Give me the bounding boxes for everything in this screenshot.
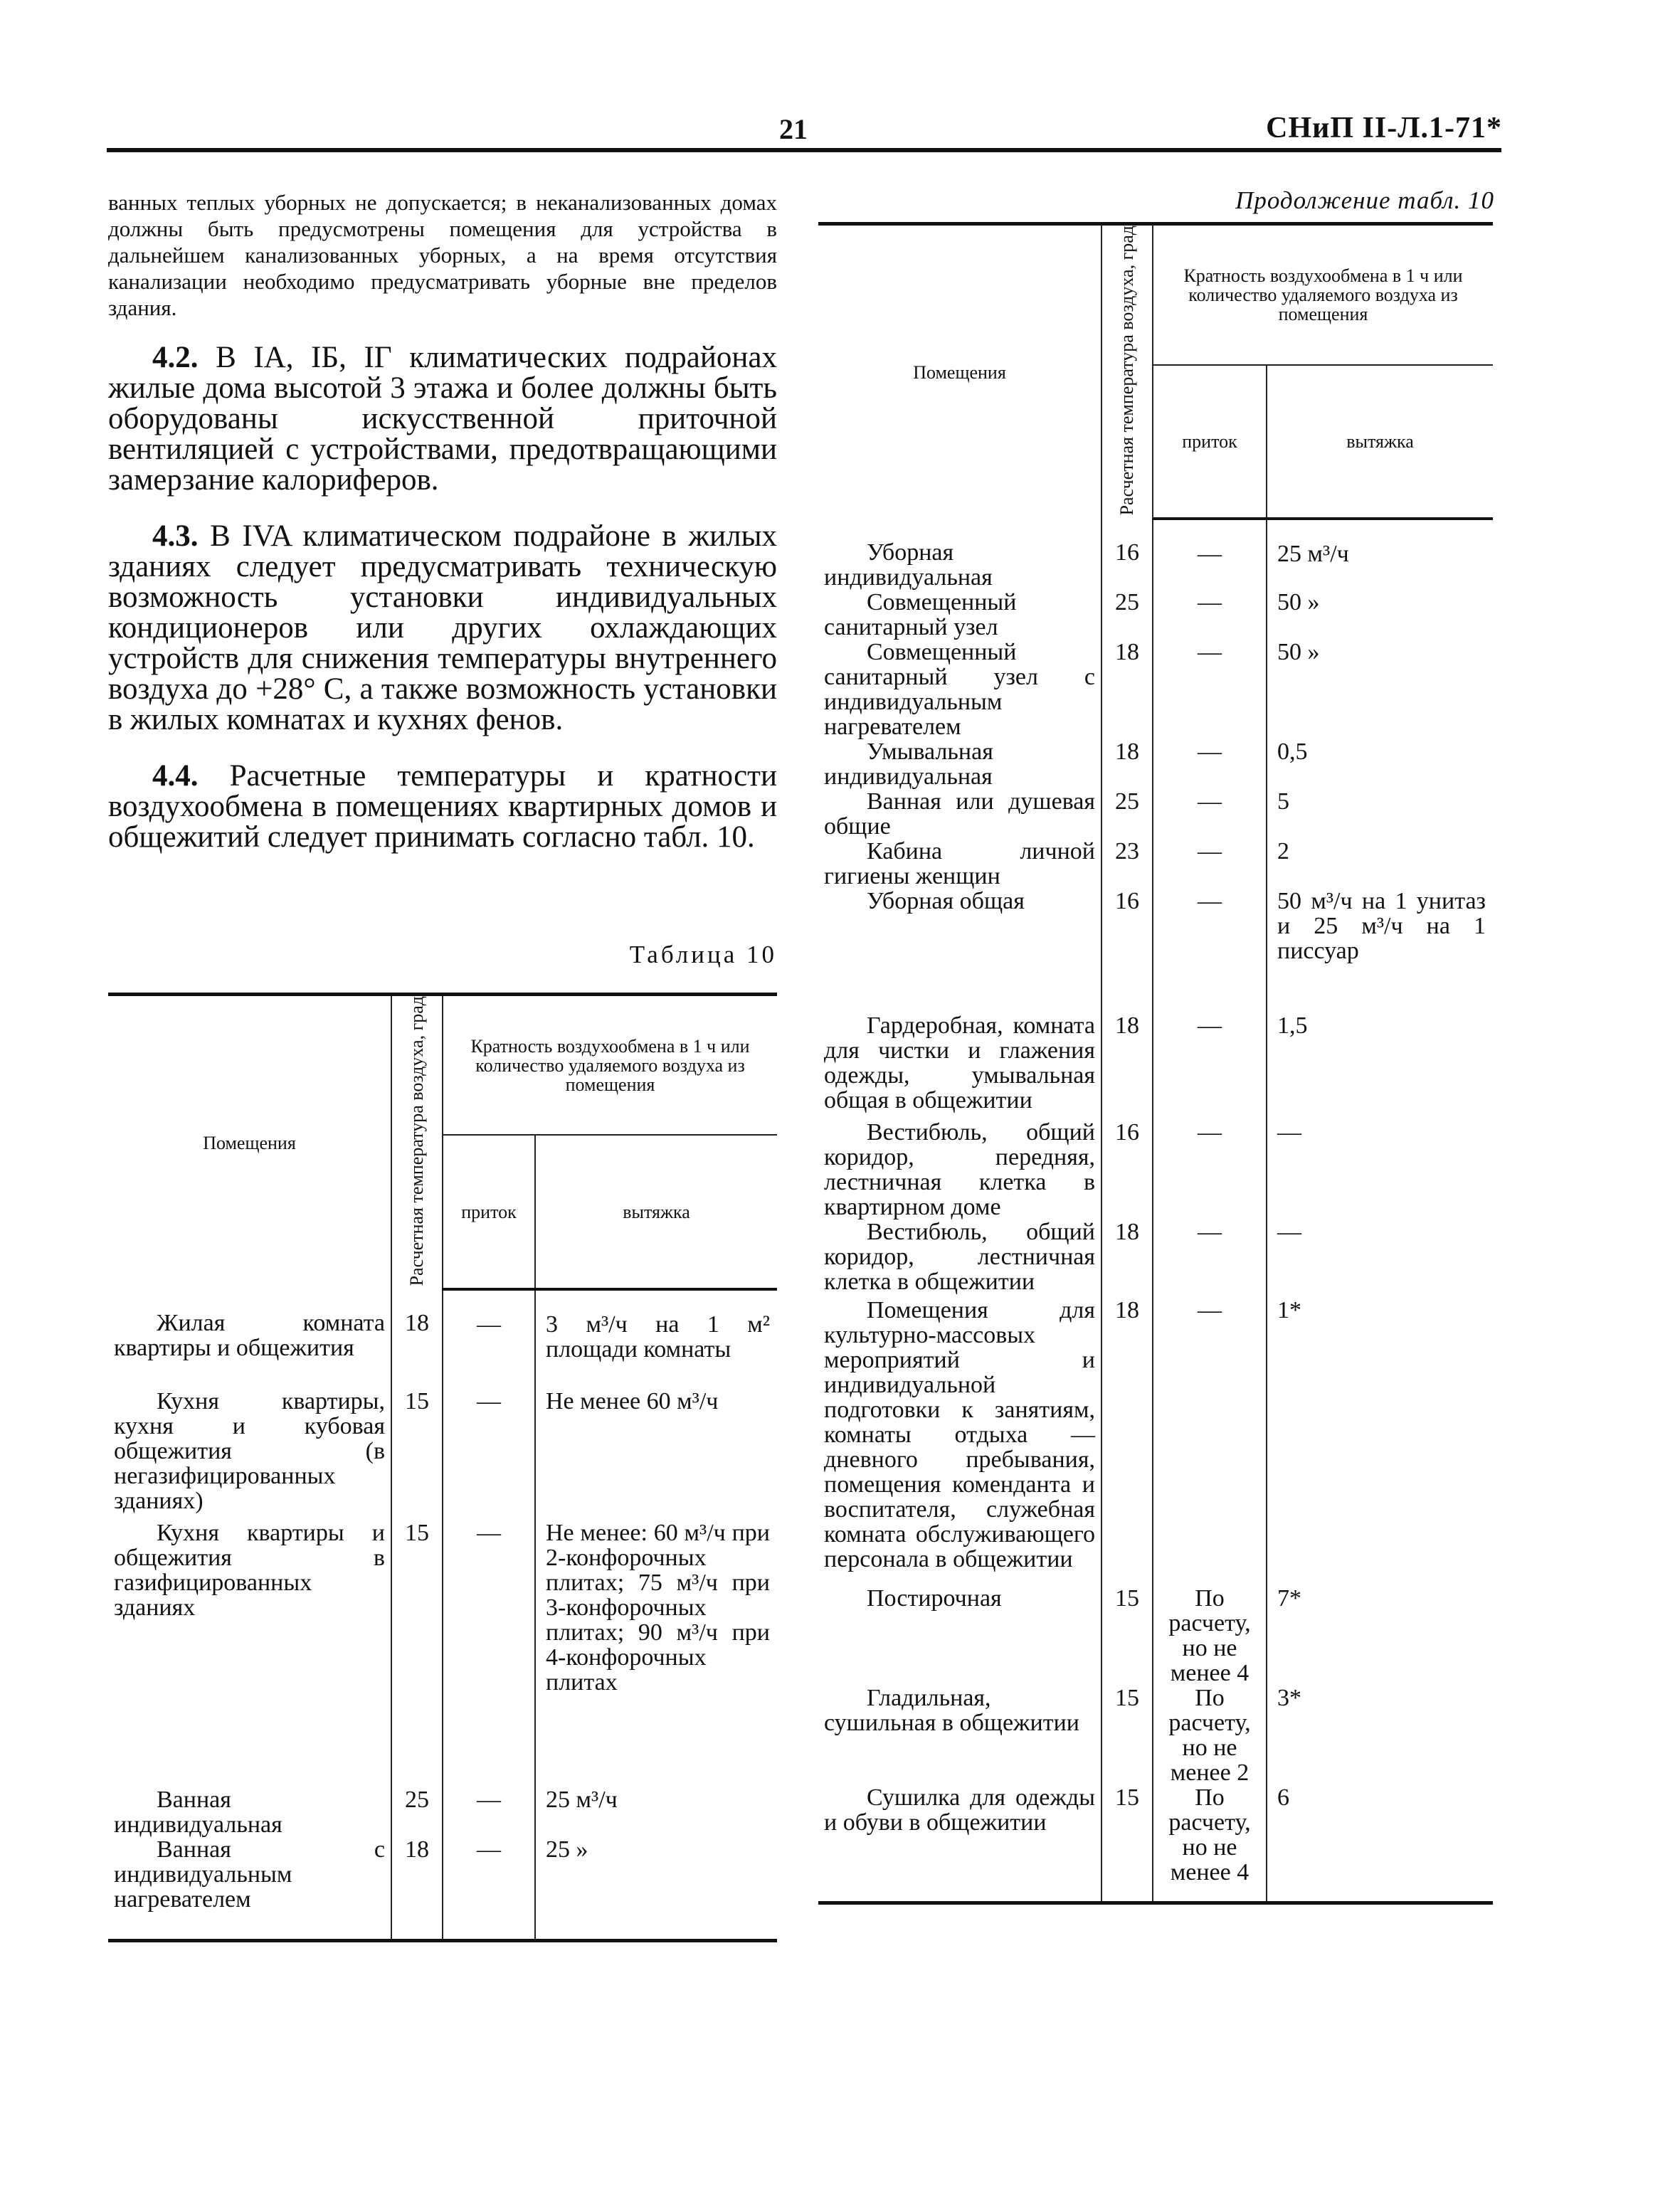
supply-cell: — [1153, 789, 1267, 839]
exhaust-cell: 50 » [1267, 640, 1493, 739]
paragraph-4-2 [108, 342, 777, 495]
room-name: Гардеробная, комната для чистки и глажения одежды, умывальная общая в общежитии [824, 1012, 1095, 1114]
exhaust-cell: 25 » [535, 1837, 777, 1940]
room-cell [818, 1785, 1101, 1903]
room-name: Ванная с индивидуальным нагревателем [114, 1836, 385, 1913]
temperature-cell: 15 [1101, 1586, 1153, 1686]
exhaust-cell: 1* [1267, 1298, 1493, 1586]
clause-text: В IVA климатическом подрайоне в жилых зданиях следует предусматривать техническую возможность установки индивидуальных кондиционеров или других охлаждающих устройств для снижения температуры внутреннего воздуха до +28° С, а также возможность установки в жилых комнатах и кухнях фенов. [108, 519, 777, 736]
room-cell [818, 590, 1101, 640]
room-cell [818, 640, 1101, 739]
room-name: Вестибюль, общий коридор, передняя, лестничная клетка в квартирном доме [824, 1119, 1095, 1221]
table-row [108, 1389, 777, 1520]
room-name: Уборная индивидуальная [824, 539, 993, 591]
room-name: Гладильная, сушильная в общежитии [824, 1685, 1079, 1737]
supply-cell: — [1153, 889, 1267, 1013]
room-name: Кухня квартиры и общежития в газифицированных зданиях [114, 1520, 385, 1621]
table-row [108, 1837, 777, 1940]
supply-cell: — [1153, 1220, 1267, 1298]
room-name: Кухня квартиры, кухня и кубовая общежития (в негазифицированных зданиях) [114, 1388, 385, 1515]
temperature-cell: 18 [1101, 1013, 1153, 1120]
table-row [108, 1289, 777, 1389]
table-row [818, 519, 1493, 590]
supply-cell: — [1153, 839, 1267, 889]
room-cell [108, 1389, 391, 1520]
clause-number: 4.4. [152, 759, 199, 793]
room-cell [818, 519, 1101, 590]
header-temperature-text: Расчетная температура воздуха, град [1116, 226, 1137, 516]
room-name: Сушилка для одежды и обуви в общежитии [824, 1784, 1095, 1836]
paragraph-4-3 [108, 521, 777, 735]
exhaust-cell: Не менее 60 м³/ч [535, 1389, 777, 1520]
supply-cell: — [443, 1389, 535, 1520]
room-name: Постирочная [867, 1585, 1002, 1612]
supply-cell: По расчету, но не менее 2 [1153, 1686, 1267, 1785]
header-temperature [1101, 224, 1153, 519]
table-row [818, 889, 1493, 1013]
room-cell [818, 889, 1101, 1013]
room-cell [818, 1686, 1101, 1785]
room-cell [818, 1120, 1101, 1220]
temperature-cell: 25 [1101, 789, 1153, 839]
temperature-cell: 16 [1101, 889, 1153, 1013]
temperature-cell: 25 [1101, 590, 1153, 640]
table-row [818, 590, 1493, 640]
room-cell [108, 1837, 391, 1940]
header-exhaust: вытяжка [1267, 365, 1493, 519]
exhaust-cell: Не менее: 60 м³/ч при 2-конфорочных плитах; 75 м³/ч при 3-конфорочных плитах; 90 м³/ч при 4-конфорочных плитах [535, 1520, 777, 1787]
header-supply: приток [443, 1135, 535, 1289]
header-temperature-text: Расчетная температура воздуха, град [406, 996, 427, 1286]
table-row [818, 839, 1493, 889]
header-supply: приток [1153, 365, 1267, 519]
clause-text: В IА, IБ, IГ климатических подрайонах жилые дома высотой 3 этажа и более должны быть оборудованы искусственной приточной вентиляцией с устройствами, предотвращающими замерзание калориферов. [108, 341, 778, 497]
room-name: Кабина личной гигиены женщин [824, 838, 1095, 890]
table-row [818, 789, 1493, 839]
table-row [818, 1298, 1493, 1586]
table-row [818, 1013, 1493, 1120]
supply-cell: — [1153, 1013, 1267, 1120]
temperature-cell: 18 [1101, 640, 1153, 739]
room-name: Совмещенный санитарный узел с индивидуальным нагревателем [824, 639, 1095, 741]
room-name: Помещения для культурно-массовых мероприятий и индивидуальной подготовки к занятиям, комнаты отдыха — дневного пребывания, помещения коменданта и воспитателя, служебная комната обслуживающего персонала в общежитии [824, 1297, 1095, 1573]
clause-number: 4.2. [152, 341, 199, 374]
paragraph-continuation: ванных теплых уборных не допускается; в неканализованных домах должны быть предусмотрены помещения для устройства в дальнейшем канализованных уборных, а на время отсутствия канализации необходимо предусматривать уборные вне пределов здания. [108, 190, 777, 320]
exhaust-cell: 5 [1267, 789, 1493, 839]
exhaust-cell: — [1267, 1220, 1493, 1298]
header-air-exchange: Кратность воздухообмена в 1 ч или количество удаляемого воздуха из помещения [1153, 224, 1493, 366]
exhaust-cell: 7* [1267, 1586, 1493, 1686]
temperature-cell: 15 [1101, 1785, 1153, 1903]
table-row [818, 1686, 1493, 1785]
room-name: Ванная или душевая общие [824, 788, 1095, 840]
supply-cell: — [443, 1837, 535, 1940]
room-cell [818, 739, 1101, 789]
table-row [818, 1785, 1493, 1903]
room-name: Совмещенный санитарный узел [824, 589, 1017, 641]
room-cell [108, 1787, 391, 1837]
supply-cell: — [443, 1787, 535, 1837]
exhaust-cell: 1,5 [1267, 1013, 1493, 1120]
header-exhaust: вытяжка [535, 1135, 777, 1289]
supply-cell: — [443, 1289, 535, 1389]
clause-text: Расчетные температуры и кратности воздухообмена в помещениях квартирных домов и общежитий следует принимать согласно табл. 10. [108, 759, 777, 854]
temperature-cell: 18 [1101, 1220, 1153, 1298]
table-row [108, 1787, 777, 1837]
table-caption: Таблица 10 [629, 941, 777, 968]
room-cell [108, 1520, 391, 1787]
table-row [818, 1586, 1493, 1686]
header-temperature [391, 995, 443, 1290]
exhaust-cell: 0,5 [1267, 739, 1493, 789]
room-name: Умывальная индивидуальная [824, 739, 993, 790]
left-column-text [108, 189, 777, 878]
table-row [108, 1520, 777, 1787]
temperature-cell: 18 [391, 1289, 443, 1389]
header-rule [107, 148, 1501, 152]
exhaust-cell: 25 м³/ч [1267, 519, 1493, 590]
exhaust-cell: 3* [1267, 1686, 1493, 1785]
supply-cell: — [1153, 739, 1267, 789]
supply-cell: — [1153, 1120, 1267, 1220]
room-cell [818, 839, 1101, 889]
clause-number: 4.3. [152, 519, 199, 553]
document-id: СНиП II-Л.1-71* [1266, 112, 1502, 144]
exhaust-cell: 2 [1267, 839, 1493, 889]
paragraph-4-4 [108, 761, 777, 852]
room-cell [108, 1289, 391, 1389]
room-cell [818, 1586, 1101, 1686]
exhaust-cell: 25 м³/ч [535, 1787, 777, 1837]
temperature-cell: 15 [391, 1389, 443, 1520]
temperature-cell: 25 [391, 1787, 443, 1837]
room-cell [818, 1013, 1101, 1120]
supply-cell: По расчету, но не менее 4 [1153, 1785, 1267, 1903]
table-row [818, 739, 1493, 789]
supply-cell: — [1153, 590, 1267, 640]
room-name: Ванная индивидуальная [114, 1787, 282, 1839]
temperature-cell: 23 [1101, 839, 1153, 889]
room-name: Уборная общая [867, 888, 1025, 915]
supply-cell: — [443, 1520, 535, 1787]
continuation-caption: Продолжение табл. 10 [1235, 186, 1494, 214]
temperature-cell: 15 [1101, 1686, 1153, 1785]
room-name: Вестибюль, общий коридор, лестничная клетка в общежитии [824, 1219, 1095, 1296]
exhaust-cell: 50 » [1267, 590, 1493, 640]
supply-cell: — [1153, 1298, 1267, 1586]
temperature-cell: 18 [1101, 1298, 1153, 1586]
header-rooms: Помещения [108, 995, 391, 1290]
table-10-part-1 [108, 993, 777, 1942]
room-cell [818, 789, 1101, 839]
room-cell [818, 1220, 1101, 1298]
table-row [818, 1220, 1493, 1298]
supply-cell: По расчету, но не менее 4 [1153, 1586, 1267, 1686]
exhaust-cell: 50 м³/ч на 1 унитаз и 25 м³/ч на 1 писсуар [1267, 889, 1493, 1013]
exhaust-cell: — [1267, 1120, 1493, 1220]
temperature-cell: 16 [1101, 1120, 1153, 1220]
temperature-cell: 18 [391, 1837, 443, 1940]
header-air-exchange: Кратность воздухообмена в 1 ч или количество удаляемого воздуха из помещения [443, 995, 777, 1136]
table-row [818, 640, 1493, 739]
room-cell [818, 1298, 1101, 1586]
exhaust-cell: 3 м³/ч на 1 м² площади комнаты [535, 1289, 777, 1389]
exhaust-cell: 6 [1267, 1785, 1493, 1903]
supply-cell: — [1153, 519, 1267, 590]
temperature-cell: 18 [1101, 739, 1153, 789]
temperature-cell: 15 [391, 1520, 443, 1787]
page-number: 21 [779, 113, 808, 145]
supply-cell: — [1153, 640, 1267, 739]
header-rooms: Помещения [818, 224, 1101, 519]
room-name: Жилая комната квартиры и общежития [114, 1310, 385, 1362]
temperature-cell: 16 [1101, 519, 1153, 590]
table-row [818, 1120, 1493, 1220]
table-10-part-2 [818, 222, 1493, 1905]
